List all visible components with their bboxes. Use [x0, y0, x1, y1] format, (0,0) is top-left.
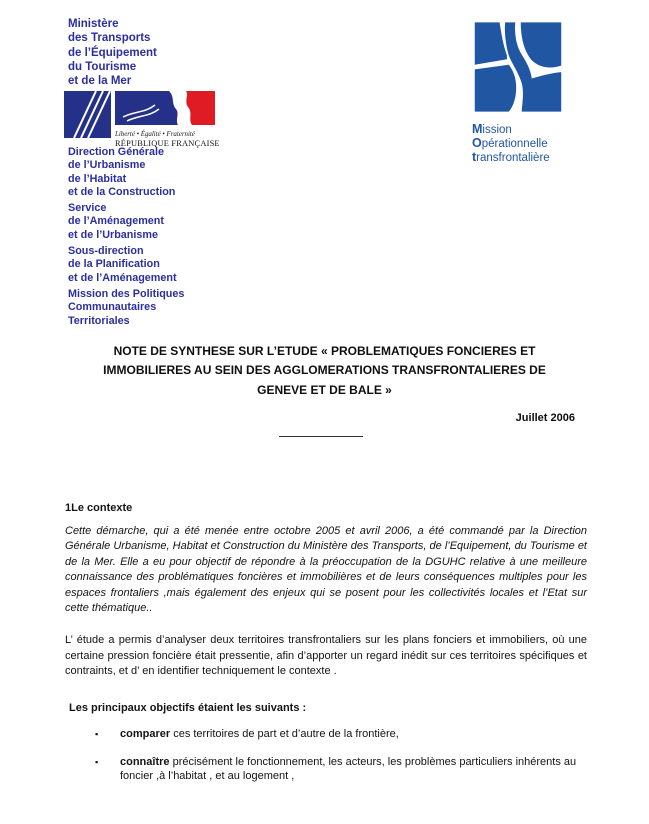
bullet-lead: comparer: [120, 728, 171, 740]
dept-line: Communautaires: [68, 301, 157, 314]
dept-line: Direction Générale: [68, 146, 165, 158]
republic-motto: Liberté • Égalité • Fraternité: [115, 131, 195, 138]
bullet-icon: ▪: [95, 756, 99, 767]
dept-line: de l’Urbanisme: [68, 159, 146, 172]
mot-word: pérationnelle: [481, 138, 548, 150]
document-title: [0, 342, 649, 400]
dept-line: Sous-direction: [68, 245, 144, 258]
department-group: [68, 202, 184, 242]
ministry-line: Ministère: [68, 18, 119, 30]
dept-line: Service: [68, 202, 107, 215]
ministry-title-block: [68, 17, 157, 88]
intro-paragraph: Cette démarche, qui a été menée entre octobre 2005 et avril 2006, a été commandé par la Direction Générale Urbanisme, Habitat et Construction du Ministère des Transports, de l’Equipement, du Tourisme et de la Mer. Elle a eu pour objectif de répondre à la préoccupation de la DGUHC relative à une meilleure connaissance des problématiques foncières et immobilières et de leurs conséquences multiples pour les espaces frontaliers ,mais également des enjeux qui se posent pour les collectivités locales et l’Etat sur cette thématique..: [65, 525, 587, 615]
section-divider: [279, 436, 363, 437]
title-line: NOTE DE SYNTHESE SUR L’ETUDE « PROBLEMATIQUES FONCIERES ET: [113, 344, 536, 358]
dept-line: et de l’Aménagement: [68, 271, 177, 284]
dept-line: et de l’Urbanisme: [68, 228, 159, 241]
document-date: Juillet 2006: [515, 412, 575, 424]
department-group: [68, 288, 184, 328]
dept-line: et de la Construction: [68, 185, 176, 198]
bullet-lead: connaître: [120, 755, 170, 768]
list-item: [95, 755, 587, 784]
department-group: [68, 245, 184, 285]
section-heading: 1Le contexte: [65, 502, 133, 514]
government-logo: [64, 91, 279, 148]
ministry-line: du Tourisme: [68, 60, 137, 73]
dept-line: de la Planification: [68, 258, 160, 271]
mot-initial: O: [472, 136, 482, 150]
objectives-list: [95, 727, 587, 784]
bullet-rest: ces territoires de part et d’autre de la frontière,: [170, 728, 399, 740]
title-line: GENEVE ET DE BALE »: [257, 382, 392, 397]
ministry-line: des Transports: [68, 32, 151, 45]
mot-word: ransfrontalière: [476, 152, 550, 164]
list-item-text: [120, 755, 587, 784]
list-item: [95, 727, 587, 742]
title-line: IMMOBILIERES AU SEIN DES AGGLOMERATIONS TRANSFRONTALIERES DE: [103, 363, 546, 378]
republique-francaise-logo: [115, 91, 220, 148]
bullet-icon: ▪: [95, 729, 99, 739]
department-group: [68, 146, 184, 199]
dept-line: de l’Habitat: [68, 172, 127, 185]
ministry-line: et de la Mer: [68, 75, 132, 88]
ministry-stripes-icon: [64, 91, 111, 138]
mot-logo-text: [472, 123, 622, 165]
mot-text-line: [472, 123, 622, 137]
mot-word: ission: [482, 124, 512, 136]
mot-initial: M: [472, 122, 483, 136]
bullet-rest: précisément le fonctionnement, les acteurs, les problèmes particuliers inhérents au foncier ,à l’habitat , et au logement ,: [120, 755, 577, 782]
mot-text-line: [472, 137, 622, 151]
department-list: [68, 146, 184, 331]
dept-line: Mission des Politiques: [68, 287, 185, 300]
dept-line: de l’Aménagement: [68, 215, 164, 228]
ministry-line: de l’Équipement: [68, 46, 157, 59]
mot-text-line: [472, 151, 622, 165]
dept-line: Territoriales: [68, 314, 130, 327]
republic-name: RÉPUBLIQUE FRANÇAISE: [115, 139, 220, 148]
french-flag-marianne-icon: [115, 91, 215, 125]
list-item-text: [120, 727, 587, 742]
mot-logo-icon: [472, 20, 564, 115]
objectives-heading: Les principaux objectifs étaient les suivants :: [69, 702, 307, 714]
mot-initial: t: [472, 150, 477, 164]
mot-logo-block: [472, 20, 622, 165]
analysis-paragraph: L’ étude a permis d’analyser deux territoires transfrontaliers sur les plans fonciers et immobiliers, où une certaine pression foncière était pressentie, afin d’apporter un regard inédit sur ces territoires spécifiques et contraints, et d’ en identifier techniquement le contexte .: [65, 634, 587, 678]
